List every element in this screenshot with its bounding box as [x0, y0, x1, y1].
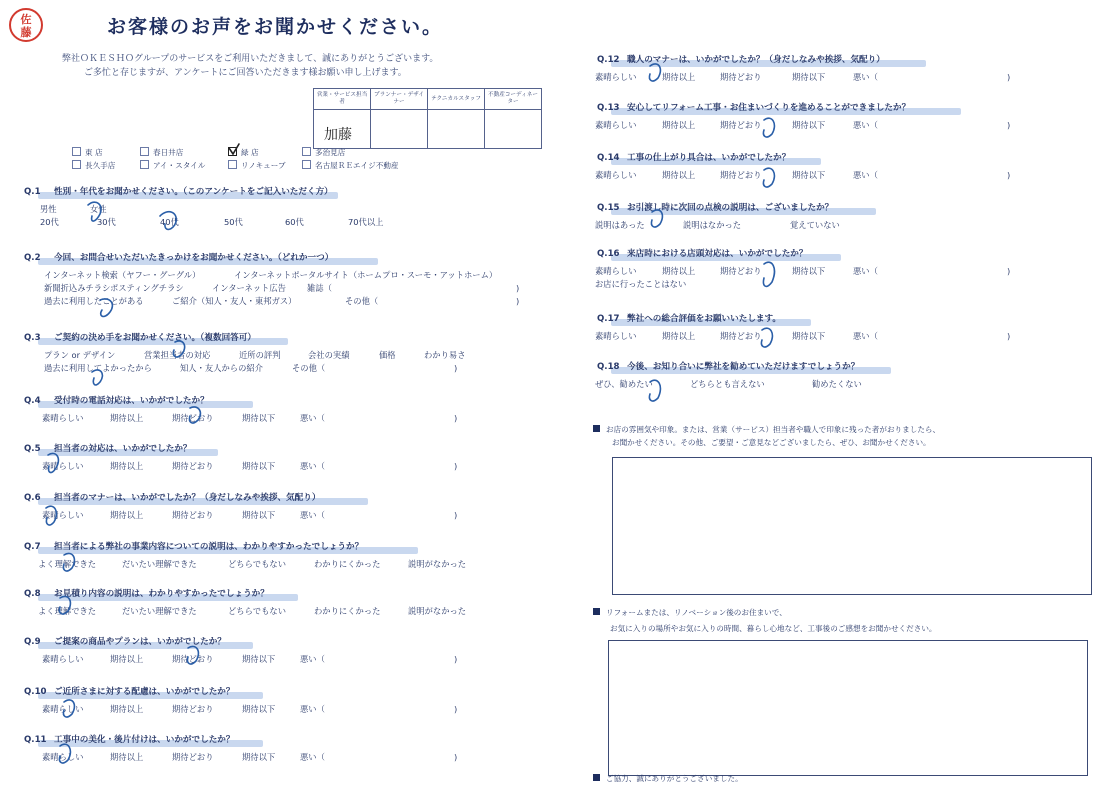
mark-q11: [59, 744, 70, 763]
answer-option[interactable]: プラン or デザイン: [44, 350, 116, 360]
paren-close: ): [1007, 72, 1011, 82]
question-number: Q.17: [597, 314, 620, 324]
question-number: Q.14: [597, 153, 620, 163]
paren-close: ): [454, 654, 458, 664]
answer-option[interactable]: どちらでもない: [228, 606, 286, 616]
answer-option[interactable]: 40代: [160, 217, 179, 227]
store-kasugai[interactable]: 春日井店: [140, 147, 183, 158]
answer-option[interactable]: 期待以上: [110, 654, 144, 664]
answer-option[interactable]: 勧めたくない: [812, 379, 862, 389]
answer-option[interactable]: 素晴らしい: [42, 704, 84, 714]
answer-option[interactable]: 期待以上: [662, 266, 696, 276]
mark-q6: [46, 506, 56, 525]
answer-option[interactable]: 素晴らしい: [42, 413, 84, 423]
question-number: Q.8: [24, 589, 41, 599]
answer-option[interactable]: よく理解できた: [38, 606, 97, 616]
question-text: 工事の仕上がり具合は、いかがでしたか？: [627, 153, 791, 163]
answer-option[interactable]: 悪い（: [300, 510, 325, 520]
answer-option[interactable]: わかり易さ: [424, 350, 466, 360]
answer-option[interactable]: ぜひ、勧めたい: [595, 379, 653, 389]
mark-q3b: [92, 370, 102, 385]
answer-option[interactable]: 期待以上: [662, 170, 696, 180]
answer-option[interactable]: 20代: [40, 217, 59, 227]
question-text: 安心してリフォーム工事・お住まいづくりを進めることができましたか？: [627, 103, 911, 113]
answer-option[interactable]: 素晴らしい: [42, 654, 84, 664]
comment-box-2[interactable]: [608, 640, 1088, 776]
answer-option[interactable]: 女性: [90, 204, 107, 214]
question-text: 担当者による弊社の事業内容についての説明は、わかりやすかったでしょうか？: [54, 542, 364, 552]
answer-option[interactable]: 価格: [379, 350, 396, 360]
bullet-square-icon: [593, 774, 600, 781]
question-text: 今回、お問合せいただいたきっかけをお聞かせください。（どれか一つ）: [54, 253, 334, 263]
paren-close: ): [454, 510, 458, 520]
mark-q10: [63, 700, 74, 717]
answer-option[interactable]: 期待以上: [662, 331, 696, 341]
store-tajimi[interactable]: 多治見店: [302, 147, 345, 158]
answer-option[interactable]: 期待どおり: [720, 331, 762, 341]
answer-option[interactable]: 悪い（: [853, 170, 878, 180]
comment-prompt-2: リフォームまたは、リノベーション後のお住まいで、: [593, 608, 787, 618]
answer-option[interactable]: わかりにくかった: [314, 559, 381, 569]
question-number: Q.10: [24, 687, 47, 697]
answer-option[interactable]: 悪い（: [300, 704, 325, 714]
paren-close: ): [1007, 170, 1011, 180]
answer-option[interactable]: 近所の評判: [239, 350, 281, 360]
paren-close: ): [454, 363, 458, 373]
paren-close: ): [516, 283, 520, 293]
intro-line-1: 弊社ＯＫＥＳＨＯグループのサービスをご利用いただきまして、誠にありがとうございます。: [62, 54, 439, 64]
question-number: Q.15: [597, 203, 620, 213]
mark-q12: [649, 64, 660, 81]
answer-option[interactable]: 期待以下: [242, 704, 276, 714]
answer-option[interactable]: 悪い（: [300, 461, 325, 471]
answer-option[interactable]: 素晴らしい: [595, 120, 637, 130]
bullet-square-icon: [593, 608, 600, 615]
store-nagoya-re[interactable]: 名古屋ＲＥエイジ不動産: [302, 160, 399, 171]
question-text: 性別・年代をお聞かせください。（このアンケートをご記入いただく方）: [54, 187, 333, 197]
staff-header-planner: プランナー・デザイナー: [371, 89, 428, 110]
intro-line-2: ご多忙と存じますが、アンケートにご回答いただきます様お願い申し上げます。: [84, 68, 407, 78]
answer-option[interactable]: 期待どおり: [720, 120, 762, 130]
answer-option[interactable]: 説明はなかった: [683, 220, 742, 230]
answer-option[interactable]: だいたい理解できた: [122, 559, 197, 569]
question-text: ご契約の決め手をお聞かせください。（複数回答可）: [54, 333, 256, 343]
question-number: Q.2: [24, 253, 41, 263]
answer-option[interactable]: だいたい理解できた: [122, 606, 197, 616]
answer-option[interactable]: わかりにくかった: [314, 606, 381, 616]
answer-option[interactable]: 素晴らしい: [595, 331, 637, 341]
question-text: お引渡し時に次回の点検の説明は、ございましたか？: [627, 203, 834, 213]
answer-option[interactable]: 新聞折込みチラシ: [44, 283, 111, 293]
answer-option[interactable]: 期待以下: [792, 331, 826, 341]
answer-option[interactable]: ポスティングチラシ: [110, 283, 184, 293]
answer-option[interactable]: 営業担当者の対応: [144, 350, 211, 360]
question-text: 工事中の美化・後片付けは、いかがでしたか？: [54, 735, 235, 745]
answer-option[interactable]: 期待以下: [792, 72, 826, 82]
answer-option[interactable]: 30代: [97, 217, 116, 227]
question-number: Q.6: [24, 493, 41, 503]
paren-close: ): [1007, 331, 1011, 341]
answer-option[interactable]: 説明はあった: [595, 220, 645, 230]
answer-option[interactable]: 素晴らしい: [595, 266, 637, 276]
mark-q18: [649, 380, 660, 401]
staff-signature: 加藤: [324, 127, 352, 143]
mark-q13: [763, 118, 774, 137]
answer-option[interactable]: 悪い（: [853, 331, 878, 341]
answer-option[interactable]: どちらでもない: [228, 559, 286, 569]
answer-option[interactable]: 期待どおり: [720, 72, 762, 82]
store-nagakute[interactable]: 長久手店: [72, 160, 115, 171]
answer-option[interactable]: 期待以上: [662, 72, 696, 82]
mark-q5: [48, 453, 58, 472]
answer-option[interactable]: 期待以下: [792, 266, 826, 276]
question-text: 弊社への総合評価をお願いいたします。: [627, 314, 782, 324]
store-istyle[interactable]: アイ・スタイル: [140, 160, 205, 171]
mark-q4: [189, 407, 200, 423]
mark-q2: [100, 299, 112, 317]
paren-close: ): [454, 461, 458, 471]
answer-option[interactable]: 説明がなかった: [408, 559, 467, 569]
answer-option[interactable]: 60代: [285, 217, 304, 227]
mark-q8: [59, 596, 70, 614]
answer-option[interactable]: 素晴らしい: [595, 170, 637, 180]
answer-option[interactable]: その他（: [292, 363, 326, 373]
comment-prompt-1b: お聞かせください。その他、ご要望・ご意見などございましたら、ぜひ、お聞かせください。: [612, 438, 931, 447]
answer-option[interactable]: 期待どおり: [720, 266, 762, 276]
question-number: Q.5: [24, 444, 41, 454]
paren-close: ): [454, 413, 458, 423]
answer-option[interactable]: 知人・友人からの紹介: [180, 363, 263, 373]
answer-option[interactable]: 期待以上: [110, 461, 144, 471]
question-text: お見積り内容の説明は、わかりやすかったでしょうか？: [54, 589, 269, 599]
answer-option[interactable]: ご紹介（知人・友人・東邦ガス）: [172, 296, 297, 306]
answer-option[interactable]: 期待以上: [662, 120, 696, 130]
question-number: Q.18: [597, 362, 620, 372]
answer-option[interactable]: 悪い（: [853, 120, 878, 130]
answer-option[interactable]: 70代以上: [348, 217, 384, 227]
paren-close: ): [1007, 120, 1011, 130]
question-text: ご近所さまに対する配慮は、いかがでしたか？: [54, 687, 235, 697]
answer-option[interactable]: 説明がなかった: [408, 606, 467, 616]
answer-option[interactable]: 期待以下: [242, 510, 276, 520]
answer-option[interactable]: どちらとも言えない: [690, 379, 765, 389]
question-number: Q.9: [24, 637, 41, 647]
answer-option[interactable]: その他（: [345, 296, 379, 306]
answer-option[interactable]: 期待以下: [242, 654, 276, 664]
answer-option[interactable]: 男性: [40, 204, 57, 214]
paren-close: ): [1007, 266, 1011, 276]
staff-header-technical: テクニカルスタッフ: [428, 89, 485, 110]
answer-option[interactable]: 期待以下: [792, 120, 826, 130]
bullet-square-icon: [593, 425, 600, 432]
mark-q7: [63, 553, 74, 571]
answer-option[interactable]: 期待以下: [242, 752, 276, 762]
paren-close: ): [454, 704, 458, 714]
answer-option[interactable]: お店に行ったことはない: [595, 279, 687, 289]
question-text: 担当者のマナーは、いかがでしたか？（身だしなみや挨拶、気配り）: [54, 493, 321, 503]
answer-option[interactable]: 雑誌（: [307, 283, 332, 293]
answer-option[interactable]: 期待以上: [110, 413, 144, 423]
answer-option[interactable]: 期待以上: [110, 510, 144, 520]
comment-prompt-2b: お気に入りの場所やお気に入りの時間、暮らし心地など、工事後のご感想をお聞かせください。: [610, 624, 937, 633]
answer-option[interactable]: 期待どおり: [172, 654, 214, 664]
question-text: 職人のマナーは、いかがでしたか？（身だしなみや挨拶、気配り）: [627, 55, 885, 65]
mark-q14: [763, 168, 774, 187]
answer-option[interactable]: 期待以上: [110, 704, 144, 714]
seal-stamp: 佐 藤: [9, 8, 43, 42]
answer-option[interactable]: 素晴らしい: [42, 461, 84, 471]
comment-prompt-1: お店の雰囲気や印象。または、営業（サービス）担当者や職人で印象に残った者がおりましたら、: [593, 425, 940, 435]
store-higashi[interactable]: 東 店: [72, 148, 103, 157]
question-number: Q.3: [24, 333, 41, 343]
answer-option[interactable]: 覚えていない: [790, 220, 840, 230]
answer-option[interactable]: 期待どおり: [172, 413, 214, 423]
question-number: Q.11: [24, 735, 47, 745]
answer-option[interactable]: 期待以上: [110, 752, 144, 762]
question-number: Q.13: [597, 103, 620, 113]
answer-option[interactable]: 素晴らしい: [42, 510, 84, 520]
question-text: 受付時の電話対応は、いかがでしたか？: [54, 396, 209, 406]
answer-option[interactable]: 悪い（: [853, 72, 878, 82]
question-number: Q.1: [24, 187, 41, 197]
question-text: 来店時における店頭対応は、いかがでしたか？: [627, 249, 808, 259]
paren-close: ): [516, 296, 520, 306]
answer-option[interactable]: 悪い（: [300, 413, 325, 423]
mark-q1-female: [88, 202, 101, 221]
question-number: Q.12: [597, 55, 620, 65]
answer-option[interactable]: 期待どおり: [172, 704, 214, 714]
question-number: Q.16: [597, 249, 620, 259]
staff-header-sales: 営業・サービス担当者: [314, 89, 371, 110]
mark-q17: [761, 328, 772, 347]
question-text: 今後、お知り合いに弊社を勧めていただけますでしょうか？: [627, 362, 860, 372]
question-number: Q.4: [24, 396, 41, 406]
answer-option[interactable]: 期待以下: [792, 170, 826, 180]
answer-option[interactable]: 悪い（: [300, 654, 325, 664]
mark-q3: [173, 341, 184, 357]
answer-option[interactable]: 期待どおり: [172, 752, 214, 762]
answer-option[interactable]: インターネット広告: [212, 283, 286, 293]
answer-option[interactable]: インターネット検索（ヤフー・グーグル）: [44, 270, 201, 280]
staff-header-realestate: 不動産コーディネーター: [485, 89, 542, 110]
page-title: お客様のお声をお聞かせください。: [107, 16, 444, 38]
answer-option[interactable]: インターネットポータルサイト（ホームプロ・スーモ・アットホーム）: [234, 270, 498, 280]
mark-check-midori: [229, 144, 239, 154]
answer-option[interactable]: 悪い（: [853, 266, 878, 276]
answer-option[interactable]: 素晴らしい: [42, 752, 84, 762]
answer-option[interactable]: 悪い（: [300, 752, 325, 762]
mark-q1-40s: [160, 212, 176, 230]
mark-q16: [763, 262, 774, 286]
answer-option[interactable]: 会社の実績: [308, 350, 350, 360]
mark-q9: [187, 646, 198, 664]
answer-option[interactable]: よく理解できた: [38, 559, 97, 569]
mark-q15: [651, 210, 662, 227]
answer-option[interactable]: 期待どおり: [172, 461, 214, 471]
comment-box-1[interactable]: [612, 457, 1092, 595]
answer-option[interactable]: 期待以下: [242, 413, 276, 423]
store-renocube[interactable]: リノキューブ: [228, 160, 286, 171]
answer-option[interactable]: 素晴らしい: [595, 72, 637, 82]
question-text: ご提案の商品やプランは、いかがでしたか？: [54, 637, 226, 647]
question-number: Q.7: [24, 542, 41, 552]
thanks-line: ご協力、誠にありがとうございました。: [593, 774, 743, 784]
answer-option[interactable]: 期待どおり: [720, 170, 762, 180]
answer-option[interactable]: 期待どおり: [172, 510, 214, 520]
paren-close: ): [454, 752, 458, 762]
answer-option[interactable]: 期待以下: [242, 461, 276, 471]
answer-option[interactable]: 50代: [224, 217, 243, 227]
answer-option[interactable]: 過去に利用したことがある: [44, 296, 144, 306]
store-midori[interactable]: 緑 店: [228, 147, 259, 158]
question-text: 担当者の対応は、いかがでしたか？: [54, 444, 192, 454]
answer-option[interactable]: 過去に利用してよかったから: [44, 363, 152, 373]
